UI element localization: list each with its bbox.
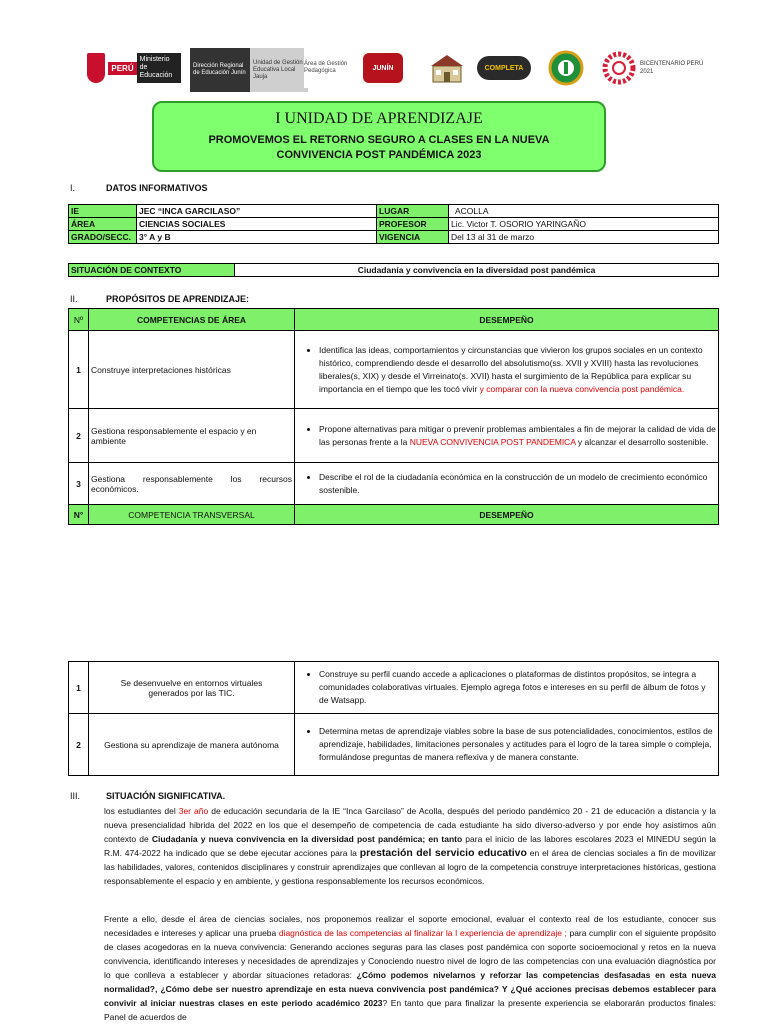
unit-title: I UNIDAD DE APRENDIZAJE xyxy=(275,110,483,127)
info-value: Lic. Victor T. OSORIO YARINGAÑO xyxy=(449,218,719,231)
p1-highlight: 3er año xyxy=(178,806,209,816)
ugel-label: Unidad de Gestión Educativa Local Jauja xyxy=(253,59,303,80)
situacion-paragraph-1 xyxy=(104,804,716,888)
section-3-title: SITUACIÓN SIGNIFICATIVA. xyxy=(106,791,226,801)
p2-text: ? En tanto que para finalizar la presente experiencia se elaborarán productos finales: Panel de acuerdos de xyxy=(104,998,716,1022)
desempeno-text-end: y alcanzar el desarrollo sostenible. xyxy=(577,436,709,447)
section-3-number: III. xyxy=(70,791,81,801)
info-label: PROFESOR xyxy=(377,218,449,231)
table-row xyxy=(69,463,719,505)
table-row xyxy=(69,662,719,714)
section-1-title: DATOS INFORMATIVOS xyxy=(106,183,208,193)
info-label: GRADO/SECC. xyxy=(69,231,137,244)
p1-text: para el inicio de las labores escolares 2023 el MINEDU según la R.M. 474-2022 ha indicado que se debe ejecutar acciones para la xyxy=(104,834,717,858)
col-header-desempeno: DESEMPEÑO xyxy=(295,309,719,331)
section-1-number: I. xyxy=(70,183,76,193)
junin-emblem-icon xyxy=(363,53,403,83)
peru-shield-icon xyxy=(87,53,105,83)
unit-subtitle: PROMOVEMOS EL RETORNO SEGURO A CLASES EN LA NUEVA CONVIVENCIA POST PANDÉMICA 2023 xyxy=(208,134,550,161)
section-2-number: II. xyxy=(70,294,78,304)
competencia-cell: Gestiona responsablemente el espacio y en ambiente xyxy=(89,409,295,463)
desempeno-cell xyxy=(295,714,719,776)
competencia-cell: Gestiona responsablemente los recursos económicos. xyxy=(89,463,295,505)
p1-bold: Ciudadanía y nueva convivencia en la diversidad post pandémica; en tanto xyxy=(151,834,463,844)
desempeno-item: • Describe el rol de la ciudadanía económica en la construcción de un modelo de crecimiento económico sostenible. xyxy=(319,471,716,497)
desempeno-cell xyxy=(295,331,719,409)
transversal-header-row xyxy=(69,505,719,525)
desempeno-item xyxy=(319,344,716,396)
col-header-num: N° xyxy=(69,505,89,525)
col-header-num: Nº xyxy=(69,309,89,331)
info-row xyxy=(69,205,719,218)
p2-highlight: diagnóstica de las competencias al finalizar la I experiencia de aprendizaje ; xyxy=(278,928,567,938)
info-value: Del 13 al 31 de marzo xyxy=(449,231,719,244)
drej-label: Dirección Regional de Educación Junín xyxy=(193,63,246,76)
context-label: SITUACIÓN DE CONTEXTO xyxy=(69,264,235,277)
competencias-header-row xyxy=(69,309,719,331)
row-number: 1 xyxy=(69,331,89,409)
p2-bold: ¿Cómo podemos nivelarnos y reforzar las competencias desfasadas en esta nueva normalidad?, ¿Cómo debe ser nuestro aprendizaje en esta nueva convivencia post pandémica? Y ¿Qué acciones precisas debemos establecer para convivir al iniciar nuestras clases en este periodo académico 2023 xyxy=(104,970,717,1008)
row-number: 2 xyxy=(69,714,89,776)
row-number: 1 xyxy=(69,662,89,714)
competencia-cell: Gestiona su aprendizaje de manera autónoma xyxy=(89,714,295,776)
row-number: 2 xyxy=(69,409,89,463)
desempeno-text: Identifica las ideas, comportamientos y circunstancias que vivieron los grupos sociales en un contexto histórico, comprendiendo desde el desarrollo del absolutismo(ss. XVII y XVIII) hasta las revoluciones liberales(s, XIX) y desde el Virreinato(s. XVII) hasta el surgimiento de la República para explicar su importancia en el tiempo que les tocó vivir xyxy=(319,344,703,394)
info-table xyxy=(68,204,719,244)
col-header-competencias: COMPETENCIAS DE ÁREA xyxy=(89,309,295,331)
peru-flag-label: PERÚ xyxy=(108,62,136,75)
agp-logo xyxy=(304,48,350,88)
competencia-cell: Se desenvuelve en entornos virtuales generados por las TIC. xyxy=(89,662,295,714)
info-label: ÁREA xyxy=(69,218,137,231)
school-building-icon xyxy=(429,50,465,86)
junin-logo xyxy=(362,48,404,88)
info-label: IE xyxy=(69,205,137,218)
desempeno-cell xyxy=(295,409,719,463)
info-value: JEC “INCA GARCILASO” xyxy=(137,205,377,218)
info-label: LUGAR xyxy=(377,205,449,218)
competencias-table xyxy=(68,308,719,525)
p1-text: los estudiantes del xyxy=(104,806,179,816)
p1-bold: prestación del servicio educativo xyxy=(359,847,527,859)
desempeno-highlight: y comparar con la nueva convivencia post pandémica. xyxy=(479,383,685,394)
info-value: CIENCIAS SOCIALES xyxy=(137,218,377,231)
desempeno-cell xyxy=(295,463,719,505)
drej-logo xyxy=(190,48,254,92)
bicentenario-ring-icon xyxy=(602,51,636,85)
context-value: Ciudadanía y convivencia en la diversidad post pandémica xyxy=(235,264,719,277)
info-value: ACOLLA xyxy=(449,205,719,218)
desempeno-cell xyxy=(295,662,719,714)
table-row xyxy=(69,714,719,776)
transversal-table xyxy=(68,661,719,776)
bicentenario-label: BICENTENARIO PERÚ 2021 xyxy=(640,61,704,75)
p2-text: para cumplir con el siguiente propósito de clases acogedoras en la nueva convivencia: Generando acciones seguras para las clases post pandémica con soporte socioemocional y retos en la nueva convivencia, identificando intereses y necesidades de aprendizajes y Conociendo nuestro nivel de logro de las competencias con una evaluación diagnóstica por lo que conlleva a establecer y abordar situaciones retadoras: xyxy=(104,928,716,980)
ministry-label: Ministerio de Educación xyxy=(137,53,181,83)
col-header-desempeno: DESEMPEÑO xyxy=(295,505,719,525)
table-row xyxy=(69,331,719,409)
row-number: 3 xyxy=(69,463,89,505)
school-building-logo xyxy=(426,48,468,88)
unit-header xyxy=(152,101,606,172)
desempeno-item: • Construye su perfil cuando accede a aplicaciones o plataformas de distintos propósitos, se integra a comunidades colaborativas virtuales. Ejemplo agrega fotos e intereses en su perfil de álbum de fotos y de Watsapp. xyxy=(319,668,716,707)
minedu-logo xyxy=(78,48,190,88)
p1-text: en el área de ciencias sociales a fin de movilizar las habilidades, valores, contenidos disciplinares y construir aprendizajes que conllevan al logro de la competencia construye interpretaciones históricas, gestiona responsablemente el espacio y en ambiente, y gestiona responsablemente los recursos económicos. xyxy=(104,848,717,886)
logo-strip xyxy=(78,44,718,94)
completa-badge-icon xyxy=(477,56,531,80)
context-table xyxy=(68,263,719,277)
ugel-logo xyxy=(250,48,308,92)
info-label: VIGENCIA xyxy=(377,231,449,244)
ie-crest-icon xyxy=(548,50,584,86)
bicentenario-logo xyxy=(602,48,718,88)
completa-label: COMPLETA xyxy=(484,64,524,72)
competencia-cell: Construye interpretaciones históricas xyxy=(89,331,295,409)
section-2-title: PROPÓSITOS DE APRENDIZAJE: xyxy=(106,294,250,304)
p1-text: de educación secundaria de la IE “Inca Garcilaso” de Acolla, después del periodo pandémico 20 - 21 de educación a distancia y la nueva presencialidad hibrida del 2022 en los que el desempeño de competencia de cada estudiante ha sido diverso-adverso y por ende hoy asistimos aún contexto de xyxy=(104,806,716,844)
desempeno-item: • Determina metas de aprendizaje viables sobre la base de sus potencialidades, conocimientos, estilos de aprendizaje, habilidades, limitaciones personales y actitudes para el logro de la tarea simple o compleja, formulándose preguntas de manera reflexiva y de manera constante. xyxy=(319,725,716,764)
desempeno-highlight: NUEVA CONVIVENCIA POST PANDEMICA xyxy=(409,436,576,447)
desempeno-text: Propone alternativas para mitigar o prevenir problemas ambientales a fin de mejorar la calidad de vida de las personas frente a la xyxy=(319,423,716,447)
context-row xyxy=(69,264,719,277)
info-row xyxy=(69,218,719,231)
situacion-paragraph-2 xyxy=(104,912,716,1024)
ie-crest-logo xyxy=(544,48,588,88)
col-header-transversal: COMPETENCIA TRANSVERSAL xyxy=(89,505,295,525)
completa-logo xyxy=(476,48,532,88)
info-row xyxy=(69,231,719,244)
junin-label: JUNÍN xyxy=(372,64,394,72)
agp-label: Área de Gestión Pedagógica xyxy=(304,61,348,74)
desempeno-item xyxy=(319,423,716,449)
table-row xyxy=(69,409,719,463)
p2-text: Frente a ello, desde el área de ciencias sociales, nos proponemos realizar el soporte emocional, evaluar el contexto real de los estudiante, conocer sus necesidades e intereses y aplicar una prueba xyxy=(104,914,716,938)
info-value: 3° A y B xyxy=(137,231,377,244)
